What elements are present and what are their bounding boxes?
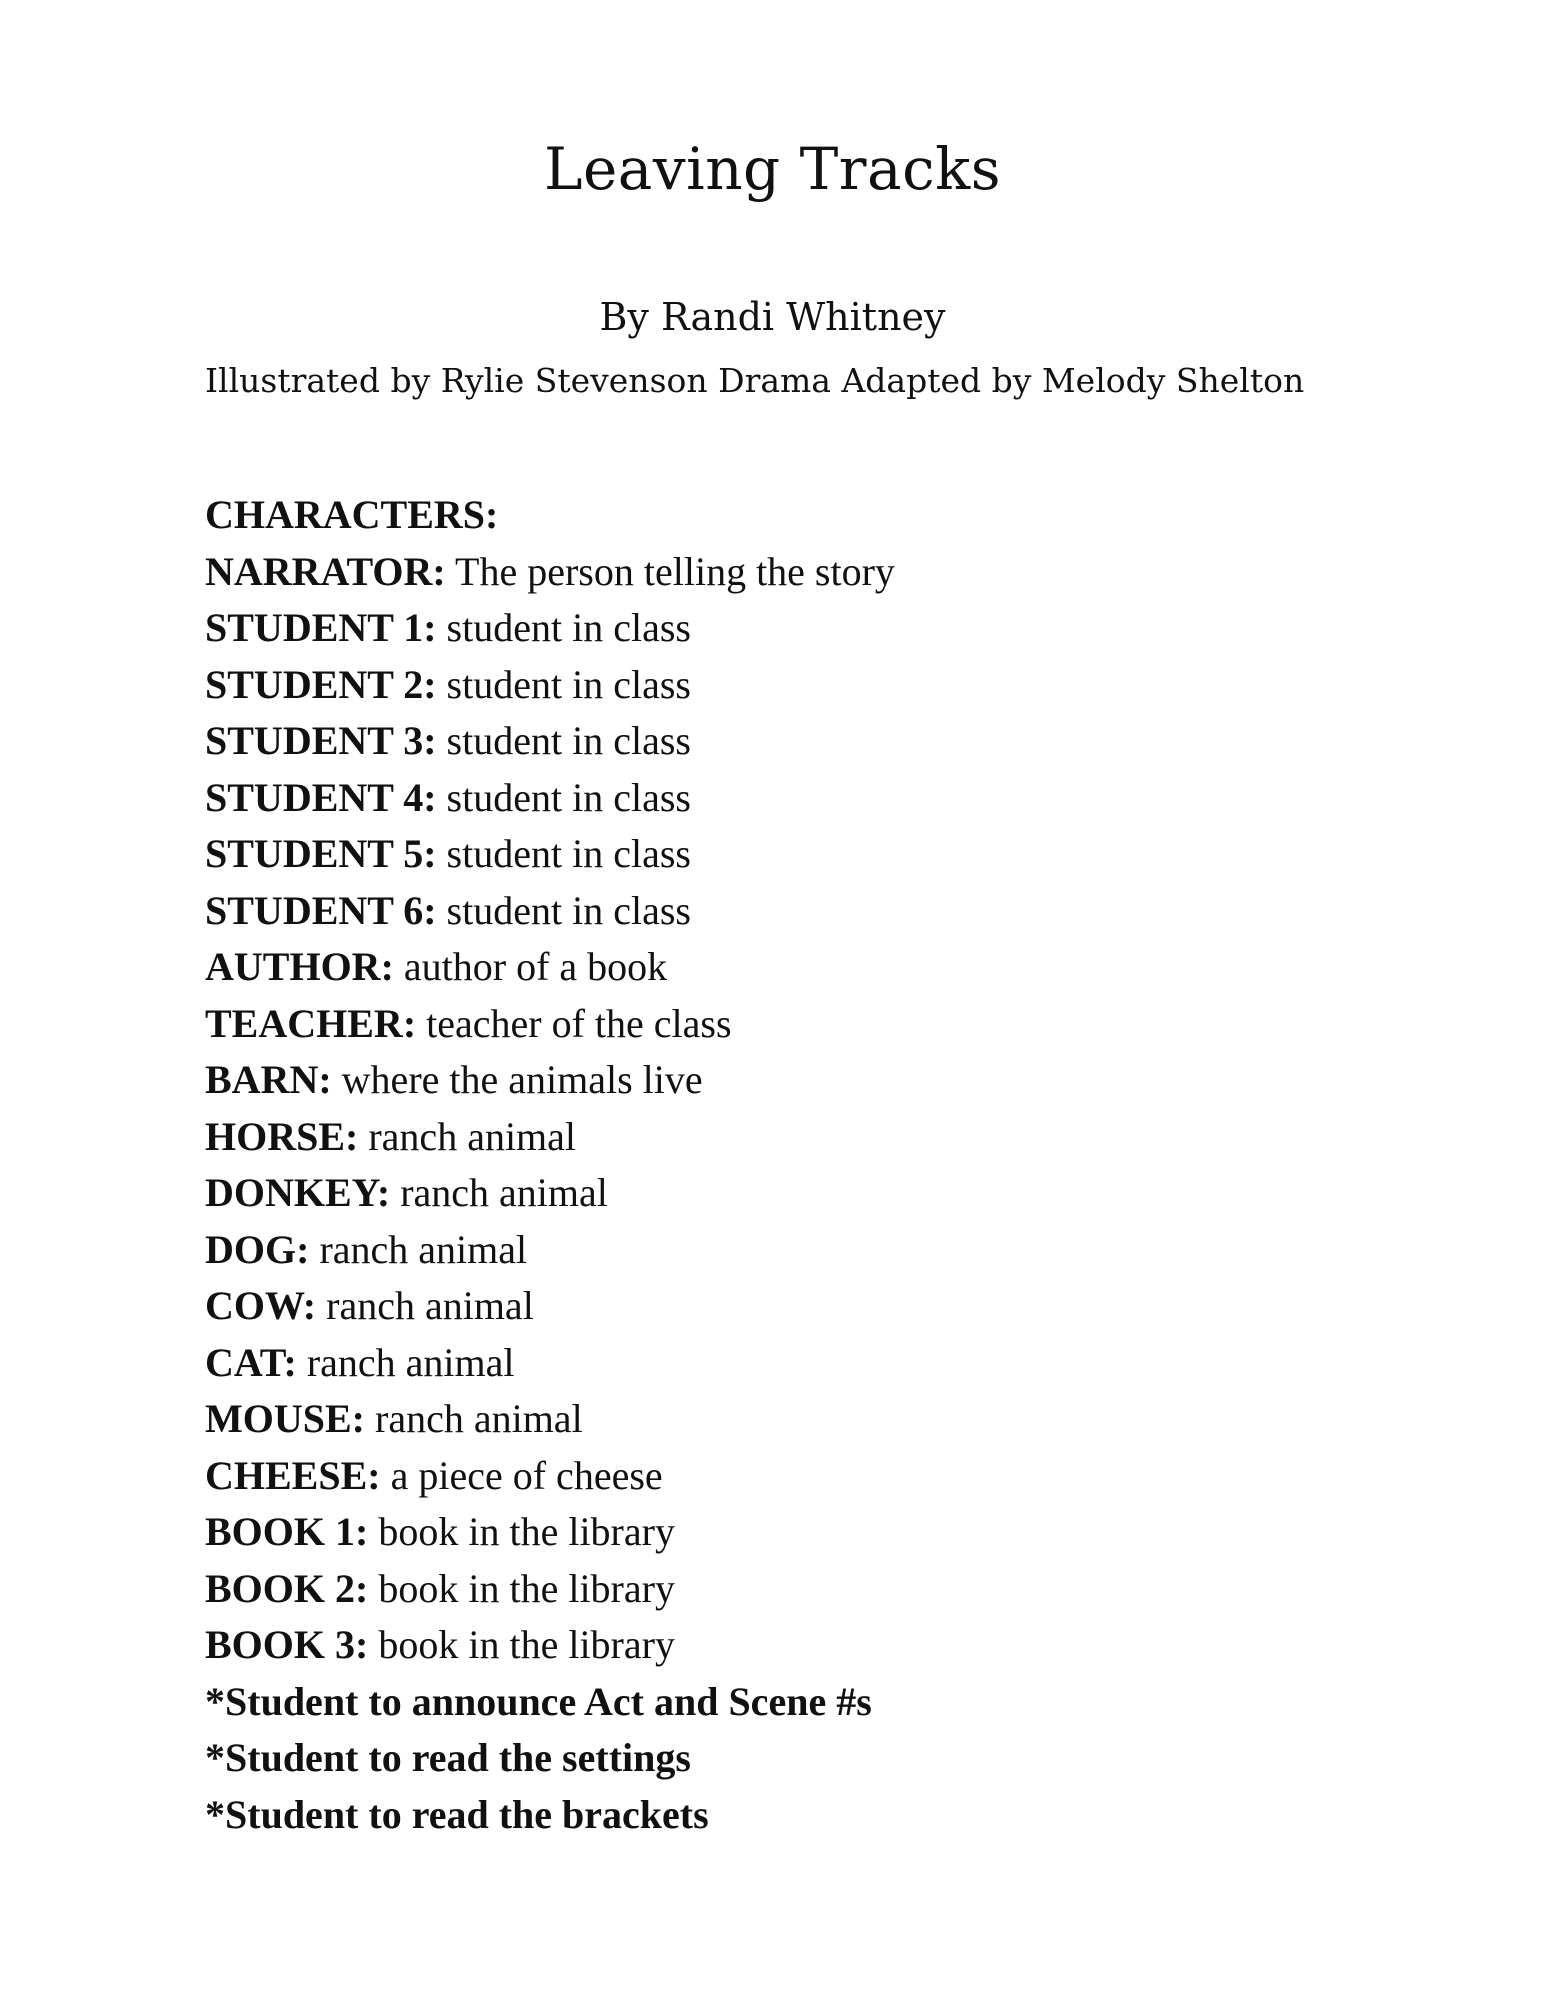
credits-line: Illustrated by Rylie Stevenson Drama Adapted by Melody Shelton	[205, 361, 1305, 400]
character-description: ranch animal	[400, 1170, 608, 1215]
character-entry	[205, 1222, 1405, 1279]
character-entry	[205, 1335, 1405, 1392]
character-name: STUDENT 4:	[205, 774, 437, 820]
character-description: student in class	[446, 718, 691, 763]
character-name: AUTHOR:	[205, 944, 394, 989]
character-description: ranch animal	[368, 1113, 577, 1159]
character-name: MOUSE:	[205, 1396, 365, 1441]
document-title: Leaving Tracks	[543, 135, 1002, 203]
character-description: ranch animal	[319, 1226, 528, 1272]
character-name: NARRATOR:	[205, 548, 446, 594]
character-description: book in the library	[378, 1565, 675, 1611]
character-name: COW:	[205, 1283, 317, 1328]
character-name: CHEESE:	[205, 1452, 381, 1498]
character-entry	[205, 1052, 1405, 1109]
character-entry	[205, 939, 1405, 996]
character-entry	[205, 657, 1405, 714]
character-description: a piece of cheese	[390, 1452, 663, 1498]
character-description: ranch animal	[326, 1283, 534, 1328]
character-entry	[205, 1278, 1405, 1335]
character-name: DONKEY:	[205, 1170, 391, 1215]
character-name: BOOK 2:	[205, 1565, 369, 1611]
character-description: student in class	[446, 661, 691, 707]
character-entry	[205, 544, 1405, 601]
character-description: ranch animal	[306, 1339, 515, 1385]
character-description: ranch animal	[375, 1396, 583, 1441]
character-entry	[205, 770, 1405, 827]
character-description: book in the library	[378, 1622, 675, 1667]
character-entry	[205, 1109, 1405, 1166]
character-name: STUDENT 5:	[205, 831, 437, 876]
character-entry	[205, 1391, 1405, 1448]
character-name: TEACHER:	[205, 1000, 417, 1046]
character-name: STUDENT 3:	[205, 718, 437, 763]
character-description: student in class	[446, 831, 691, 876]
character-entry	[205, 1617, 1405, 1674]
character-description: student in class	[446, 605, 691, 650]
character-name: BARN:	[205, 1057, 332, 1102]
character-entry	[205, 826, 1405, 883]
character-entry	[205, 883, 1405, 940]
author-byline: By Randi Whitney	[599, 295, 946, 339]
character-description: where the animals live	[341, 1057, 703, 1102]
character-name: DOG:	[205, 1226, 310, 1272]
stage-note: *Student to announce Act and Scene #s	[205, 1678, 872, 1724]
character-entry	[205, 600, 1405, 657]
character-entry	[205, 713, 1405, 770]
character-description: author of a book	[403, 944, 668, 989]
character-entry	[205, 1448, 1405, 1505]
character-description: book in the library	[378, 1509, 675, 1554]
character-entry	[205, 1561, 1405, 1618]
characters-heading: CHARACTERS:	[205, 492, 499, 537]
character-description: teacher of the class	[426, 1000, 732, 1046]
character-name: HORSE:	[205, 1113, 359, 1159]
character-name: STUDENT 2:	[205, 661, 437, 707]
character-name: CAT:	[205, 1339, 297, 1385]
stage-note: *Student to read the settings	[205, 1735, 691, 1780]
character-list	[205, 487, 1405, 1843]
character-description: student in class	[446, 887, 691, 933]
stage-note: *Student to read the brackets	[205, 1791, 709, 1837]
character-name: BOOK 3:	[205, 1622, 369, 1667]
character-entry	[205, 1504, 1405, 1561]
character-description: The person telling the story	[455, 548, 895, 594]
character-name: BOOK 1:	[205, 1509, 369, 1554]
character-entry	[205, 996, 1405, 1053]
character-entry	[205, 1165, 1405, 1222]
character-name: STUDENT 1:	[205, 605, 437, 650]
character-name: STUDENT 6:	[205, 887, 437, 933]
character-description: student in class	[446, 774, 691, 820]
